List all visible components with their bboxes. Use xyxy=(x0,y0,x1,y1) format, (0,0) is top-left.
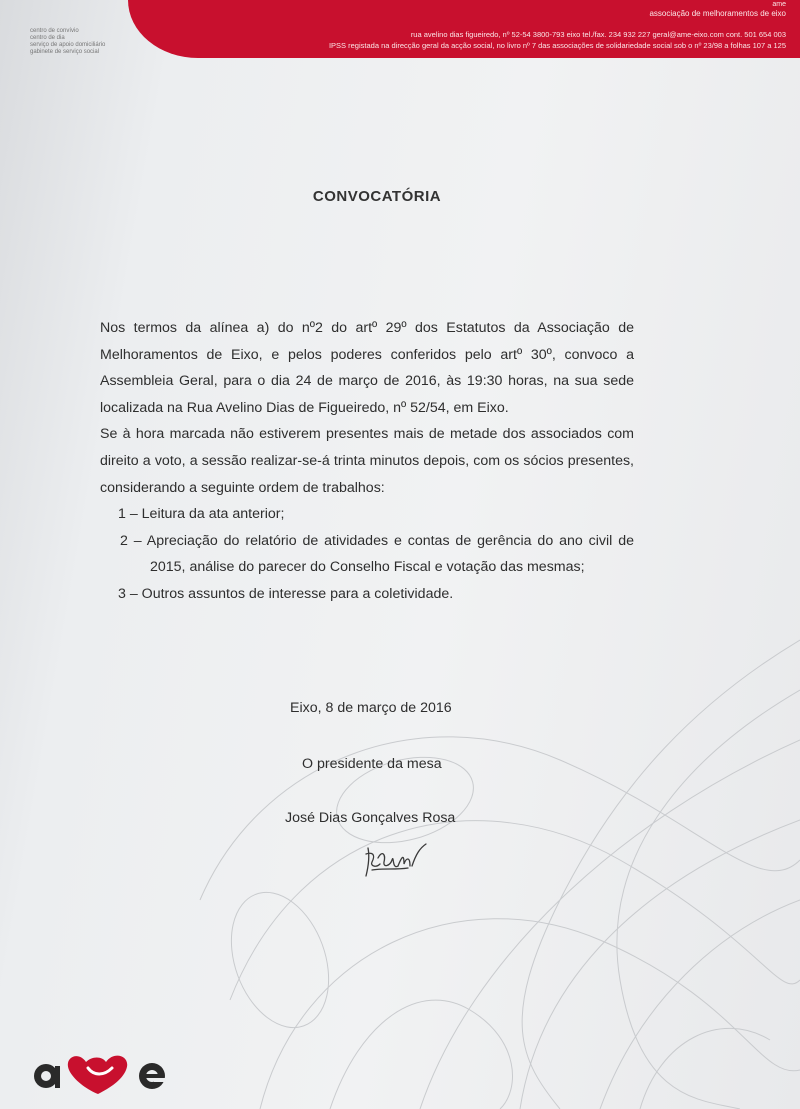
document-body xyxy=(100,315,634,608)
date-line: Eixo, 8 de março de 2016 xyxy=(290,700,452,716)
ipss-registration-line: IPSS registada na direcção geral da acção social, no livro nº 7 das associações de solidariedade social sob o nº 23/98 a folhas 107 a 125 xyxy=(328,41,786,50)
agenda-item: 1 – Leitura da ata anterior; xyxy=(118,506,285,523)
org-short-name: ame xyxy=(772,1,786,8)
service-item: centro de convívio xyxy=(30,28,79,34)
agenda-list xyxy=(100,501,634,607)
service-item: centro de dia xyxy=(30,35,65,41)
convocation-paragraph: Nos termos da alínea a) do nº2 do artº 29º dos Estatutos da Associação de Melhoramentos de Eixo, e pelos poderes conferidos pelo artº 30º, convoco a Assembleia Geral, para o dia 24 de março de 2016, às 19:30 horas, na sua sede localizada na Rua Avelino Dias de Figueiredo, nº 52/54, em Eixo. xyxy=(100,320,634,416)
document-title: CONVOCATÓRIA xyxy=(312,188,442,205)
letterhead-band xyxy=(128,0,800,58)
services-list xyxy=(30,28,105,56)
agenda-item: 2 – Apreciação do relatório de atividades e contas de gerência do ano civil de 2015, análise do parecer do Conselho Fiscal e votação das mesmas; xyxy=(120,532,634,576)
handwritten-signature xyxy=(362,840,432,880)
president-name: José Dias Gonçalves Rosa xyxy=(285,810,456,826)
ame-logo xyxy=(28,1046,178,1096)
org-full-name: associação de melhoramentos de eixo xyxy=(649,9,786,18)
quorum-paragraph: Se à hora marcada não estiverem presentes mais de metade dos associados com direito a voto, a sessão realizar-se-á trinta minutos depois, com os sócios presentes, considerando a seguinte ordem de trabalhos: xyxy=(100,426,634,496)
agenda-item: 3 – Outros assuntos de interesse para a coletividade. xyxy=(118,585,454,602)
president-label: O presidente da mesa xyxy=(302,756,442,772)
contact-line: rua avelino dias figueiredo, nº 52-54 3800-793 eixo tel./fax. 234 932 227 geral@ame-eixo.com cont. 501 654 003 xyxy=(410,30,786,39)
service-item: gabinete de serviço social xyxy=(30,49,100,55)
service-item: serviço de apoio domiciliário xyxy=(30,42,106,48)
